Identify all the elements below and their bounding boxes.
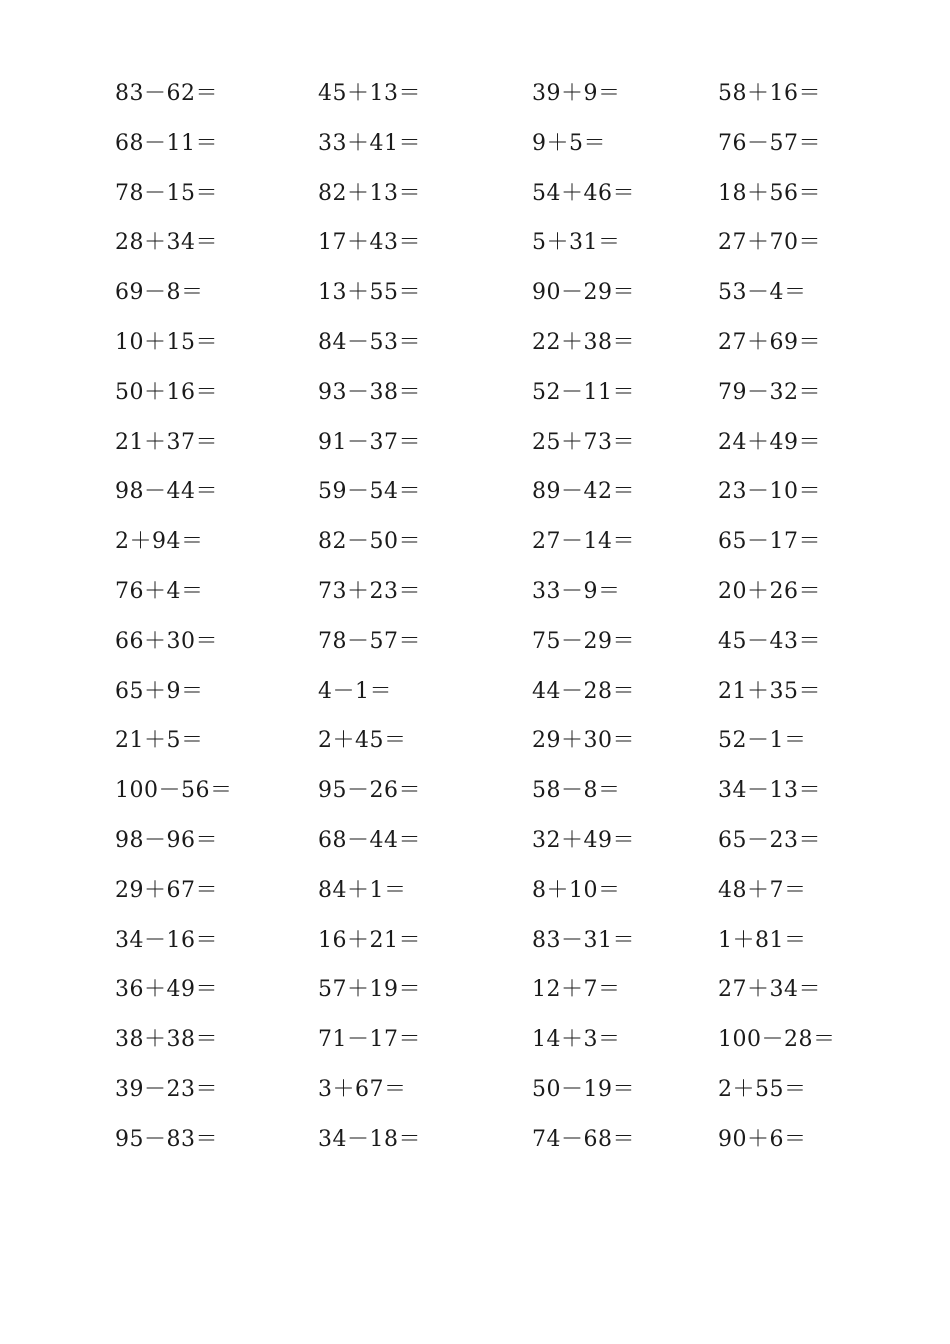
math-problem: 50＋16＝ (115, 379, 218, 405)
math-problem: 34－13＝ (718, 778, 821, 804)
math-problem: 78－57＝ (318, 628, 421, 654)
math-problem: 54＋46＝ (532, 180, 635, 206)
math-problem: 24＋49＝ (718, 429, 821, 455)
math-problem: 27＋69＝ (718, 330, 821, 355)
math-problem: 28＋34＝ (115, 230, 218, 256)
math-problem: 10＋15＝ (115, 330, 218, 355)
math-problem: 83－31＝ (532, 927, 635, 953)
problem-row (0, 225, 950, 275)
math-problem: 27－14＝ (532, 529, 635, 555)
math-problem: 32＋49＝ (532, 828, 635, 853)
math-problem: 74－68＝ (532, 1126, 635, 1152)
math-problem: 50－19＝ (532, 1077, 635, 1102)
problem-row (0, 624, 950, 674)
problem-row (0, 574, 950, 624)
math-problem: 73＋23＝ (318, 579, 421, 604)
math-problem: 58－8＝ (532, 778, 621, 804)
math-problem: 82＋13＝ (318, 180, 421, 206)
math-problem: 4－1＝ (318, 678, 392, 704)
math-problem: 95－26＝ (318, 778, 421, 804)
math-problem: 53－4＝ (718, 280, 807, 306)
math-problem: 59－54＝ (318, 479, 421, 505)
math-problem: 57＋19＝ (318, 977, 421, 1003)
math-problem: 8＋10＝ (532, 877, 621, 903)
math-problem: 21＋5＝ (115, 728, 204, 754)
math-problem: 14＋3＝ (532, 1027, 621, 1053)
problem-row (0, 972, 950, 1022)
problem-row (0, 1122, 950, 1172)
problem-row (0, 773, 950, 823)
math-problem: 52－1＝ (718, 728, 807, 754)
math-problem: 21＋35＝ (718, 678, 821, 704)
math-problem: 2＋94＝ (115, 529, 204, 555)
problem-row (0, 176, 950, 226)
math-problem: 33＋41＝ (318, 130, 421, 156)
math-problem: 93－38＝ (318, 379, 421, 405)
math-problem: 76－57＝ (718, 130, 821, 156)
math-problem: 84－53＝ (318, 330, 421, 355)
math-problem: 20＋26＝ (718, 579, 821, 604)
math-problem: 79－32＝ (718, 379, 821, 405)
math-problem: 90＋6＝ (718, 1126, 807, 1152)
math-problem: 65－23＝ (718, 828, 821, 853)
math-problem: 5＋31＝ (532, 230, 621, 256)
math-problem: 25＋73＝ (532, 429, 635, 455)
problem-row (0, 1072, 950, 1122)
math-problem: 52－11＝ (532, 379, 635, 405)
problem-row (0, 723, 950, 773)
math-problem: 65＋9＝ (115, 678, 204, 704)
math-problem: 1＋81＝ (718, 927, 807, 953)
math-problem: 44－28＝ (532, 678, 635, 704)
math-problem: 18＋56＝ (718, 180, 821, 206)
problem-row (0, 1022, 950, 1072)
math-problem: 84＋1＝ (318, 877, 407, 903)
math-problem: 68－44＝ (318, 828, 421, 853)
math-problem: 66＋30＝ (115, 628, 218, 654)
math-problem: 95－83＝ (115, 1126, 218, 1152)
math-problem: 58＋16＝ (718, 81, 821, 106)
problem-row (0, 275, 950, 325)
problem-row (0, 126, 950, 176)
math-problem: 71－17＝ (318, 1027, 421, 1053)
math-problem: 27＋34＝ (718, 977, 821, 1003)
problem-row (0, 674, 950, 724)
math-problem: 75－29＝ (532, 628, 635, 654)
math-problem: 22＋38＝ (532, 330, 635, 355)
math-problem: 65－17＝ (718, 529, 821, 555)
math-problem: 29＋67＝ (115, 877, 218, 903)
problem-row (0, 76, 950, 126)
math-problem: 89－42＝ (532, 479, 635, 505)
math-problem: 98－96＝ (115, 828, 218, 853)
math-problem: 23－10＝ (718, 479, 821, 505)
problem-row (0, 474, 950, 524)
math-problem: 39＋9＝ (532, 81, 621, 106)
math-problem: 27＋70＝ (718, 230, 821, 256)
math-problem: 78－15＝ (115, 180, 218, 206)
math-problem: 100－28＝ (718, 1027, 836, 1053)
math-problem: 91－37＝ (318, 429, 421, 455)
math-problem: 100－56＝ (115, 778, 233, 804)
problem-row (0, 325, 950, 375)
math-problem: 98－44＝ (115, 479, 218, 505)
math-problem: 69－8＝ (115, 280, 204, 306)
math-problem: 33－9＝ (532, 579, 621, 604)
math-problem: 45－43＝ (718, 628, 821, 654)
math-problem: 76＋4＝ (115, 579, 204, 604)
math-problem: 48＋7＝ (718, 877, 807, 903)
math-problem: 39－23＝ (115, 1077, 218, 1102)
problem-row (0, 524, 950, 574)
math-problem: 13＋55＝ (318, 280, 421, 306)
math-problem: 34－16＝ (115, 927, 218, 953)
math-problem: 16＋21＝ (318, 927, 421, 953)
math-problem: 90－29＝ (532, 280, 635, 306)
math-problem: 68－11＝ (115, 130, 218, 156)
math-problem: 21＋37＝ (115, 429, 218, 455)
math-problem: 45＋13＝ (318, 81, 421, 106)
math-problem: 83－62＝ (115, 81, 218, 106)
problem-row (0, 425, 950, 475)
math-problem: 38＋38＝ (115, 1027, 218, 1053)
math-problem: 82－50＝ (318, 529, 421, 555)
math-problem: 17＋43＝ (318, 230, 421, 256)
problem-row (0, 823, 950, 873)
math-problem: 9＋5＝ (532, 130, 606, 156)
math-problem: 29＋30＝ (532, 728, 635, 754)
problem-row (0, 923, 950, 973)
math-problem: 2＋55＝ (718, 1077, 807, 1102)
math-problem: 12＋7＝ (532, 977, 621, 1003)
problem-row (0, 375, 950, 425)
math-problem: 36＋49＝ (115, 977, 218, 1003)
problem-row (0, 873, 950, 923)
math-problem: 34－18＝ (318, 1126, 421, 1152)
math-problem: 2＋45＝ (318, 728, 407, 754)
math-problem: 3＋67＝ (318, 1077, 407, 1102)
